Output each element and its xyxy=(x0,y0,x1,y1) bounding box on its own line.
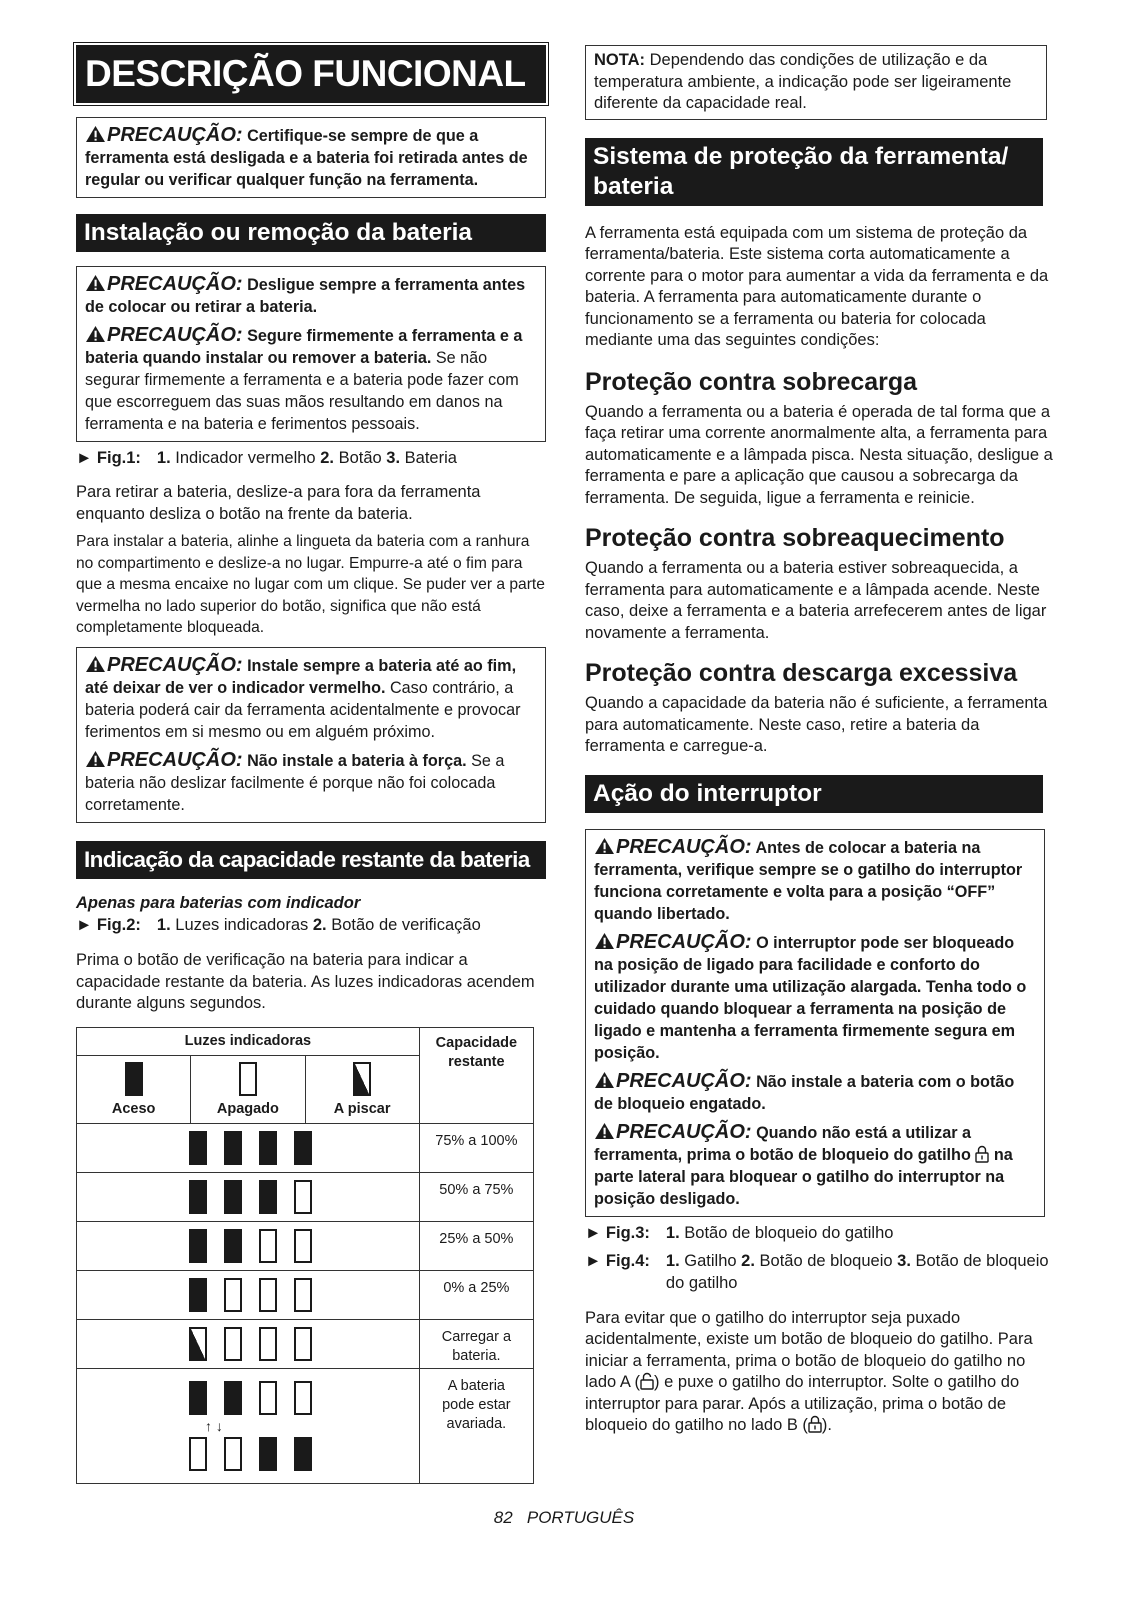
light-on-icon xyxy=(259,1437,277,1471)
paragraph-trigger-lock xyxy=(585,1308,1055,1437)
paragraph-install: Para instalar a bateria, alinhe a lingueta da bateria com a ranhura no compartimento e deslize-a no lugar. Empurre-a até o fim para que a mesma encaixe no lugar com um clique. Se puder ver a parte vermelha no lado superior do botão, significa que não está completamente bloqueada. xyxy=(76,533,545,636)
caution-box-switch xyxy=(585,829,1045,1217)
capacity-label: 75% a 100% xyxy=(419,1123,533,1172)
caution-bold: Não instale a bateria à força. xyxy=(247,751,467,770)
capacity-label: Carregar a bateria. xyxy=(419,1319,533,1368)
unlock-icon xyxy=(640,1372,654,1390)
table-row xyxy=(77,1123,534,1172)
footer-language: PORTUGUÊS xyxy=(526,1508,635,1527)
caution-label: PRECAUÇÃO: xyxy=(107,748,243,771)
paragraph-text: ) e puxe o gatilho do interruptor. Solte o gatilho do interruptor para parar. Após a utilização, prima o botão de bloqueio do gatilho no lado B ( xyxy=(585,1373,1020,1434)
fig-num: 1. xyxy=(665,1223,680,1242)
caution-text: Antes de colocar a bateria na ferramenta, verifique sempre se o gatilho do interruptor funciona corretamente e volta para a posição “OFF” quando libertado. xyxy=(594,838,1023,923)
capacity-label: 0% a 25% xyxy=(419,1270,533,1319)
caution-text: Quando não está a utilizar a ferramenta, prima o botão de bloqueio do gatilho xyxy=(594,1123,972,1164)
caution-label: PRECAUÇÃO: xyxy=(107,273,243,295)
warning-icon xyxy=(85,655,106,673)
table-row xyxy=(77,1221,534,1270)
fig-num: 1. xyxy=(665,1251,680,1270)
light-on-icon xyxy=(189,1180,207,1214)
light-off-icon xyxy=(239,1062,257,1096)
fig-num: 3. xyxy=(897,1251,911,1270)
paragraph-remove: Para retirar a bateria, deslize-a para fora da ferramenta enquanto desliza o botão na frente da bateria. xyxy=(76,483,481,523)
indicator-lights xyxy=(77,1172,420,1221)
paragraph-overload: Quando a ferramenta ou a bateria é operada de tal forma que a faça retirar uma corrente anormalmente alta, a ferramenta para automaticamente e a lâmpada pisca. Nesta situação, desligue a ferramenta e pare a aplicação que causou a sobrecarga da ferramenta. De seguida, ligue a ferramenta e reinicie. xyxy=(585,402,1053,507)
light-on-icon xyxy=(224,1381,242,1415)
light-on-icon xyxy=(294,1131,312,1165)
paragraph-protection: A ferramenta está equipada com um sistema de proteção da ferramenta/bateria. Este sistema corta automaticamente a corrente para o motor para aumentar a vida da ferramenta e da bateria. A ferramenta para automaticamente durante o funcionamento se a ferramenta ou bateria for colocada mediante uma das seguintes condições: xyxy=(585,223,1049,349)
indicator-lights xyxy=(77,1123,420,1172)
light-off-icon xyxy=(259,1229,277,1263)
caution-text: Desligue sempre a ferramenta antes de colocar ou retirar a bateria. xyxy=(85,276,526,316)
warning-icon xyxy=(85,325,106,343)
caution-label: PRECAUÇÃO: xyxy=(616,1120,752,1143)
section-title-switch: Ação do interruptor xyxy=(585,775,1043,813)
subtitle-overload: Proteção contra sobrecarga xyxy=(585,367,918,396)
fig-text: Luzes indicadoras xyxy=(175,916,309,934)
caution-label: PRECAUÇÃO: xyxy=(616,835,752,858)
left-column xyxy=(76,45,546,1484)
light-on-icon xyxy=(189,1278,207,1312)
caution-label: PRECAUÇÃO: xyxy=(107,124,243,146)
fig-num: 2. xyxy=(312,916,327,934)
light-off-icon xyxy=(294,1229,312,1263)
caution-box-install-2 xyxy=(76,647,546,823)
fig-text: Botão de bloqueio xyxy=(759,1251,893,1270)
light-on-icon xyxy=(189,1229,207,1263)
caution-label: PRECAUÇÃO: xyxy=(107,653,243,676)
legend-label: A piscar xyxy=(333,1100,391,1117)
fig-text: Botão xyxy=(338,449,382,467)
lock-icon xyxy=(808,1415,822,1433)
fig-key: ► Fig.3: xyxy=(585,1223,650,1242)
warning-icon xyxy=(85,750,106,768)
fig-num: 1. xyxy=(156,916,171,934)
warning-icon xyxy=(594,1122,615,1140)
blink-arrows: ↑ ↓ xyxy=(205,1417,223,1434)
light-blink-icon xyxy=(353,1062,371,1096)
capacity-table xyxy=(76,1027,534,1484)
page-title: DESCRIÇÃO FUNCIONAL xyxy=(76,45,546,103)
caution-box-install xyxy=(76,266,546,442)
light-off-icon xyxy=(259,1327,277,1361)
warning-icon xyxy=(85,125,106,143)
light-on-icon xyxy=(189,1381,207,1415)
caution-bold: Segure firmemente a ferramenta e a bateria quando instalar ou remover a bateria. xyxy=(85,327,523,367)
legend-off xyxy=(191,1055,305,1123)
section-title-install: Instalação ou remoção da bateria xyxy=(76,214,546,252)
light-off-icon xyxy=(224,1278,242,1312)
fig-text: Botão de bloqueio do gatilho xyxy=(684,1223,894,1242)
fig-key: ► Fig.4: xyxy=(585,1251,650,1270)
light-off-icon xyxy=(224,1437,242,1471)
fig2-caption xyxy=(76,914,546,936)
capacity-label: 25% a 50% xyxy=(419,1221,533,1270)
fig-key: ► Fig.2: xyxy=(76,916,141,934)
caution-text: Se a bateria não deslizar facilmente é porque não foi colocada corretamente. xyxy=(85,751,505,814)
light-off-icon xyxy=(294,1381,312,1415)
table-head-lights: Luzes indicadoras xyxy=(77,1027,420,1055)
section-title-protection: Sistema de proteção da ferramenta/ bateria xyxy=(585,138,1043,206)
caution-label: PRECAUÇÃO: xyxy=(107,324,243,346)
caution-text: Certifique-se sempre de que a ferramenta está desligada e a bateria foi retirada antes de regular ou verificar qualquer função na ferramenta. xyxy=(85,127,528,189)
subtitle-overdischarge: Proteção contra descarga excessiva xyxy=(585,659,1018,687)
fig-text: Bateria xyxy=(404,449,457,467)
note-label: NOTA: xyxy=(594,51,646,69)
legend-on xyxy=(77,1055,191,1123)
indicator-lights xyxy=(77,1368,420,1483)
table-row xyxy=(77,1172,534,1221)
warning-icon xyxy=(85,274,106,292)
legend-label: Aceso xyxy=(111,1100,156,1117)
warning-icon xyxy=(594,932,615,950)
indicator-lights xyxy=(77,1319,420,1368)
fig1-caption xyxy=(76,447,546,469)
fig-text: Gatilho xyxy=(684,1251,737,1270)
warning-icon xyxy=(594,1071,615,1089)
paragraph-overdischarge: Quando a capacidade da bateria não é suficiente, a ferramenta para automaticamente. Neste caso, retire a bateria da ferramenta e carregue-a. xyxy=(585,694,1048,755)
note-box xyxy=(585,45,1047,120)
light-on-icon xyxy=(125,1062,143,1096)
fig-text: Indicador vermelho xyxy=(175,449,316,467)
capacity-subtitle: Apenas para baterias com indicador xyxy=(76,893,361,912)
fig4-caption xyxy=(585,1250,1055,1294)
page-number: 82 xyxy=(493,1508,513,1527)
caution-label: PRECAUÇÃO: xyxy=(616,930,752,953)
fig-text: Botão de bloqueio do gatilho xyxy=(665,1251,1049,1292)
light-on-icon xyxy=(224,1180,242,1214)
note-text: Dependendo das condições de utilização e da temperatura ambiente, a indicação pode ser ligeiramente diferente da capacidade real. xyxy=(594,51,1012,112)
warning-icon xyxy=(594,837,615,855)
page-footer xyxy=(0,1508,1128,1528)
table-row xyxy=(77,1319,534,1368)
light-on-icon xyxy=(224,1229,242,1263)
caution-general xyxy=(76,117,546,198)
caution-text: Não instale a bateria com o botão de bloqueio engatado. xyxy=(594,1072,1015,1113)
fig-num: 1. xyxy=(156,449,171,467)
capacity-label: 50% a 75% xyxy=(419,1172,533,1221)
light-on-icon xyxy=(259,1180,277,1214)
light-on-icon xyxy=(294,1437,312,1471)
caution-bold: Instale sempre a bateria até ao fim, até deixar de ver o indicador vermelho. xyxy=(85,656,517,697)
paragraph-text: ). xyxy=(821,1416,833,1434)
subtitle-overheat: Proteção contra sobreaquecimento xyxy=(585,524,1005,552)
table-head-capacity xyxy=(419,1027,533,1123)
legend-label: Apagado xyxy=(216,1100,279,1117)
table-row xyxy=(77,1368,534,1483)
light-off-icon xyxy=(294,1327,312,1361)
indicator-lights xyxy=(77,1270,420,1319)
light-off-icon xyxy=(294,1180,312,1214)
paragraph-overheat: Quando a ferramenta ou a bateria estiver sobreaquecida, a ferramenta para automaticamente e a lâmpada acende. Neste caso, deixe a ferramenta e a bateria arrefecerem antes de ligar novamente a ferramenta. xyxy=(585,559,1047,642)
paragraph-text: Para evitar que o gatilho do interruptor seja puxado acidentalmente, existe um botão de bloqueio do gatilho. Para iniciar a ferramenta, prima o botão de bloqueio do gatilho no lado A ( xyxy=(585,1308,1033,1391)
fig-num: 2. xyxy=(320,449,334,467)
right-column xyxy=(585,45,1055,1437)
light-off-icon xyxy=(294,1278,312,1312)
light-off-icon xyxy=(259,1381,277,1415)
fig-num: 2. xyxy=(741,1251,755,1270)
fig-num: 3. xyxy=(386,449,401,467)
fig-text: Botão de verificação xyxy=(331,916,481,934)
light-on-icon xyxy=(189,1131,207,1165)
table-head-capacity-text: Capacidade restante xyxy=(435,1034,518,1070)
fig3-caption xyxy=(585,1222,1055,1244)
light-blink-icon xyxy=(189,1327,207,1361)
caution-text: na parte lateral para bloquear o gatilho do interruptor na posição desligado. xyxy=(594,1145,1013,1208)
section-title-capacity: Indicação da capacidade restante da bateria xyxy=(76,841,546,879)
caution-text: Caso contrário, a bateria poderá cair da ferramenta acidentalmente e provocar ferimentos em si mesmo ou em alguém próximo. xyxy=(85,678,521,741)
legend-blink xyxy=(305,1055,419,1123)
light-off-icon xyxy=(189,1437,207,1471)
fig-key: ► Fig.1: xyxy=(76,449,141,467)
light-off-icon xyxy=(259,1278,277,1312)
light-on-icon xyxy=(224,1131,242,1165)
table-row xyxy=(77,1270,534,1319)
caution-text: Se não segurar firmemente a ferramenta e a bateria pode fazer com que escorreguem das suas mãos resultando em danos na ferramenta e na bateria e ferimentos pessoais. xyxy=(85,349,519,433)
capacity-label: A bateria pode estar avariada. xyxy=(419,1368,533,1483)
light-off-icon xyxy=(224,1327,242,1361)
caution-text: O interruptor pode ser bloqueado na posição de ligado para facilidade e conforto do utilizador durante uma utilização alargada. Tenha todo o cuidado quando bloquear a ferramenta na posição de ligado e mantenha a ferramenta firmemente segura em posição. xyxy=(594,933,1027,1062)
light-on-icon xyxy=(259,1131,277,1165)
caution-label: PRECAUÇÃO: xyxy=(616,1069,752,1092)
paragraph-capacity: Prima o botão de verificação na bateria para indicar a capacidade restante da bateria. As luzes indicadoras acendem durante alguns segundos. xyxy=(76,951,535,1012)
indicator-lights xyxy=(77,1221,420,1270)
lock-icon xyxy=(975,1145,989,1163)
